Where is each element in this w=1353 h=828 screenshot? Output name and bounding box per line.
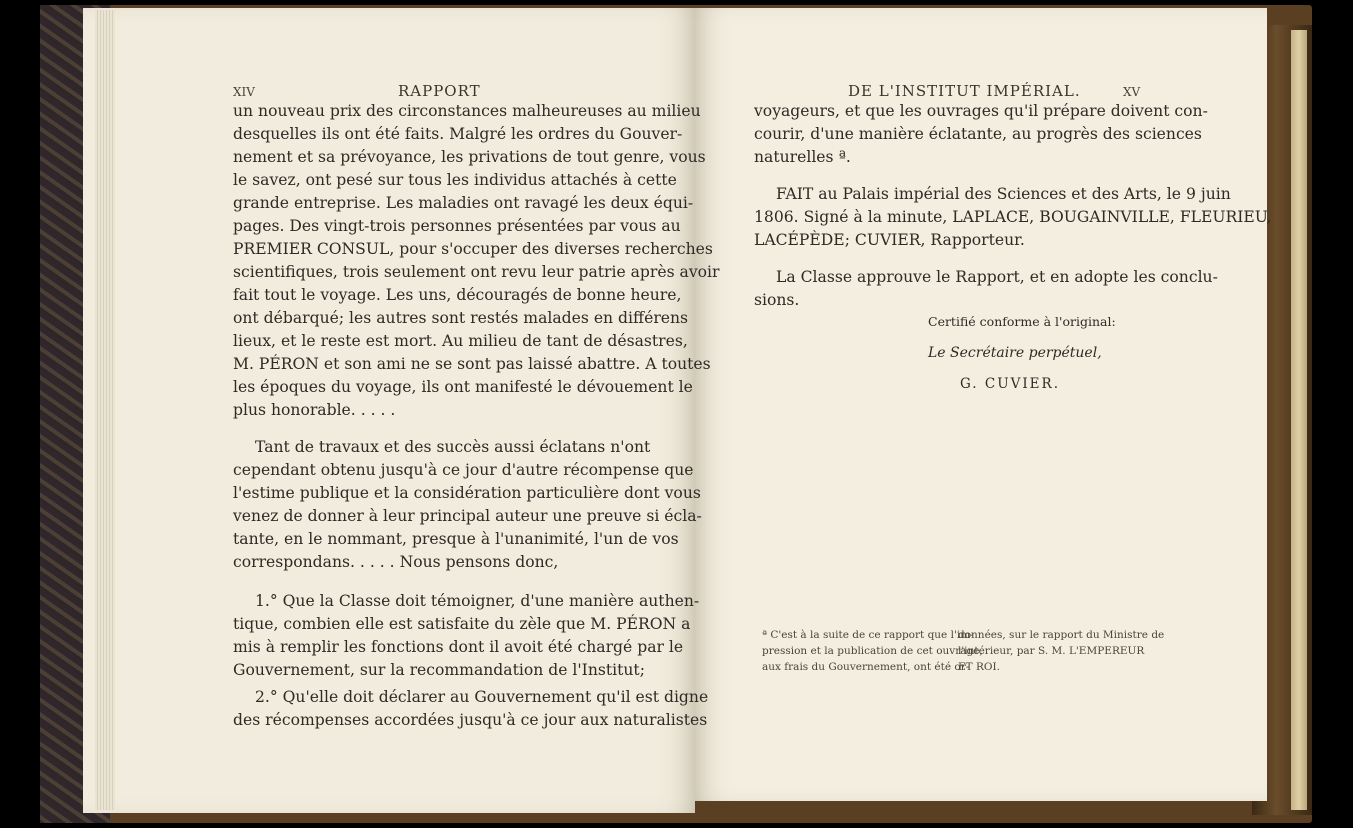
left-line: pages. Des vingt-trois personnes présentées par vous au	[233, 217, 681, 235]
left-line: 1.° Que la Classe doit témoigner, d'une manière authen-	[255, 592, 700, 610]
page-edges-right	[1291, 30, 1307, 810]
right-line: LACÉPÈDE; CUVIER, Rapporteur.	[754, 231, 1025, 249]
right-running-head: DE L'INSTITUT IMPÉRIAL.	[848, 82, 1081, 100]
right-page-number: XV	[1123, 85, 1141, 99]
footnote-right-line: l'intérieur, par S. M. L'EMPEREUR	[958, 645, 1145, 657]
left-line: fait tout le voyage. Les uns, découragés de bonne heure,	[233, 286, 682, 304]
left-line: lieux, et le reste est mort. Au milieu de tant de désastres,	[233, 332, 688, 350]
footnote-right-line: données, sur le rapport du Ministre de	[958, 629, 1165, 641]
certified-line: Certifié conforme à l'original:	[928, 314, 1116, 329]
left-line: plus honorable. . . . .	[233, 401, 396, 419]
right-line: sions.	[754, 291, 800, 309]
right-line: naturelles ª.	[754, 148, 851, 166]
left-line: PREMIER CONSUL, pour s'occuper des diverses recherches	[233, 240, 713, 258]
right-line: 1806. Signé à la minute, LAPLACE, BOUGAINVILLE, FLEURIEU,	[754, 208, 1272, 226]
footnote-right-line: ET ROI.	[958, 661, 1001, 673]
left-line: un nouveau prix des circonstances malheureuses au milieu	[233, 102, 701, 120]
left-line: Tant de travaux et des succès aussi éclatans n'ont	[255, 438, 651, 456]
right-line: voyageurs, et que les ouvrages qu'il prépare doivent con-	[754, 102, 1208, 120]
left-line: les époques du voyage, ils ont manifesté le dévouement le	[233, 378, 693, 396]
right-line: FAIT au Palais impérial des Sciences et des Arts, le 9 juin	[776, 185, 1231, 203]
left-line: tante, en le nommant, presque à l'unanimité, l'un de vos	[233, 530, 679, 548]
left-line: 2.° Qu'elle doit déclarer au Gouvernement qu'il est digne	[255, 688, 709, 706]
left-line: grande entreprise. Les maladies ont ravagé les deux équi-	[233, 194, 694, 212]
left-line: le savez, ont pesé sur tous les individus attachés à cette	[233, 171, 677, 189]
page-edges-left	[95, 10, 115, 810]
footnote-left-line: pression et la publication de cet ouvrage,	[762, 645, 983, 657]
left-line: venez de donner à leur principal auteur une preuve si écla-	[233, 507, 702, 525]
left-line: tique, combien elle est satisfaite du zèle que M. PÉRON a	[233, 615, 691, 633]
secretary-title: Le Secrétaire perpétuel,	[928, 345, 1102, 361]
left-line: Gouvernement, sur la recommandation de l'Institut;	[233, 661, 645, 679]
left-line: l'estime publique et la considération particulière dont vous	[233, 484, 701, 502]
left-line: des récompenses accordées jusqu'à ce jour aux naturalistes	[233, 711, 708, 729]
footnote-left-line: ª C'est à la suite de ce rapport que l'im-	[762, 629, 974, 641]
left-running-head: RAPPORT	[398, 82, 481, 100]
left-line: cependant obtenu jusqu'à ce jour d'autre récompense que	[233, 461, 694, 479]
left-line: ont débarqué; les autres sont restés malades en différens	[233, 309, 689, 327]
right-line: courir, d'une manière éclatante, au progrès des sciences	[754, 125, 1202, 143]
left-page-number: XIV	[233, 85, 255, 99]
left-line: correspondans. . . . . Nous pensons donc,	[233, 553, 559, 571]
right-line: La Classe approuve le Rapport, et en adopte les conclu-	[776, 268, 1218, 286]
left-line: scientifiques, trois seulement ont revu leur patrie après avoir	[233, 263, 720, 281]
left-line: M. PÉRON et son ami ne se sont pas laissé abattre. A toutes	[233, 355, 711, 373]
left-line: nement et sa prévoyance, les privations de tout genre, vous	[233, 148, 706, 166]
signature: G. CUVIER.	[960, 376, 1060, 392]
footnote-left-line: aux frais du Gouvernement, ont été or-	[762, 661, 970, 673]
left-line: desquelles ils ont été faits. Malgré les ordres du Gouver-	[233, 125, 683, 143]
left-line: mis à remplir les fonctions dont il avoit été chargé par le	[233, 638, 684, 656]
